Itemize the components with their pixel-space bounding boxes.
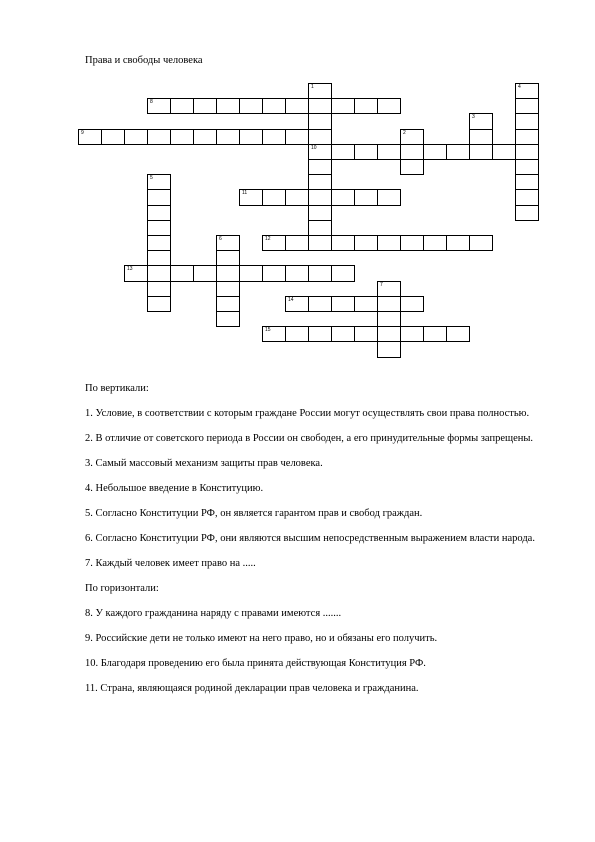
crossword-cell[interactable]: [285, 235, 309, 251]
crossword-cell[interactable]: [308, 189, 332, 205]
page-title: Права и свободы человека: [85, 55, 203, 66]
clue-number: 5: [150, 175, 153, 182]
crossword-cell[interactable]: [216, 235, 240, 251]
down-clue-1: 1. Условие, в соответствии с которым граждане России могут осуществлять свои права полностью.: [85, 408, 530, 419]
crossword-cell[interactable]: [216, 129, 240, 145]
crossword-cell[interactable]: [308, 220, 332, 236]
crossword-cell[interactable]: [446, 144, 470, 160]
crossword-cell[interactable]: [469, 144, 493, 160]
crossword-cell[interactable]: [124, 129, 148, 145]
down-clue-4: 4. Небольшое введение в Конституцию.: [85, 483, 264, 494]
crossword-cell[interactable]: [354, 144, 378, 160]
crossword-cell[interactable]: [469, 235, 493, 251]
crossword-cell[interactable]: [124, 265, 148, 281]
crossword-cell[interactable]: [262, 98, 286, 114]
crossword-cell[interactable]: [515, 129, 539, 145]
crossword-cell[interactable]: [285, 129, 309, 145]
crossword-cell[interactable]: [101, 129, 125, 145]
crossword-cell[interactable]: [308, 98, 332, 114]
crossword-cell[interactable]: [377, 144, 401, 160]
crossword-cell[interactable]: [331, 98, 355, 114]
crossword-cell[interactable]: [331, 235, 355, 251]
crossword-cell[interactable]: [400, 129, 424, 145]
clue-number: 11: [242, 190, 248, 197]
clue-number: 6: [219, 236, 222, 242]
crossword-cell[interactable]: [377, 341, 401, 357]
crossword-cell[interactable]: [78, 129, 102, 145]
clue-number: 10: [311, 144, 317, 151]
crossword-cell[interactable]: [308, 113, 332, 129]
crossword-cell[interactable]: [193, 265, 217, 281]
crossword-cell[interactable]: [400, 159, 424, 175]
crossword-grid[interactable]: [0, 0, 595, 370]
down-clue-2: 2. В отличие от советского периода в России он свободен, а его принудительные формы запрещены.: [85, 433, 534, 444]
crossword-cell[interactable]: [377, 98, 401, 114]
clue-number: 7: [380, 281, 383, 288]
crossword-cell[interactable]: [170, 265, 194, 281]
crossword-cell[interactable]: [262, 235, 286, 251]
clue-number: 12: [265, 236, 271, 242]
crossword-cell[interactable]: [147, 265, 171, 281]
crossword-cell[interactable]: [400, 144, 424, 160]
crossword-cell[interactable]: [147, 129, 171, 145]
crossword-cell[interactable]: [262, 189, 286, 205]
crossword-cell[interactable]: [285, 326, 309, 342]
clue-number: 1: [311, 84, 314, 90]
crossword-cell[interactable]: [308, 83, 332, 99]
crossword-cell[interactable]: [423, 235, 447, 251]
crossword-cell[interactable]: [354, 235, 378, 251]
crossword-cell[interactable]: [308, 235, 332, 251]
across-clue-9: 9. Российские дети не только имеют на него право, но и обязаны его получить.: [85, 633, 438, 644]
crossword-cell[interactable]: [423, 326, 447, 342]
crossword-cell[interactable]: [308, 159, 332, 175]
down-clues-header: По вертикали:: [85, 383, 149, 394]
down-clue-6: 6. Согласно Конституции РФ, они являются высшим непосредственным выражением власти народа.: [85, 533, 535, 544]
crossword-cell[interactable]: [170, 129, 194, 145]
crossword-cell[interactable]: [216, 98, 240, 114]
crossword-cell[interactable]: [377, 296, 401, 312]
crossword-cell[interactable]: [377, 311, 401, 327]
crossword-cell[interactable]: [216, 296, 240, 312]
crossword-cell[interactable]: [446, 235, 470, 251]
crossword-cell[interactable]: [239, 98, 263, 114]
crossword-cell[interactable]: [216, 250, 240, 266]
crossword-cell[interactable]: [515, 144, 539, 160]
crossword-cell[interactable]: [216, 281, 240, 297]
crossword-cell[interactable]: [331, 189, 355, 205]
crossword-cell[interactable]: [515, 83, 539, 99]
crossword-cell[interactable]: [308, 205, 332, 221]
clue-number: 2: [403, 129, 406, 136]
crossword-cell[interactable]: [308, 296, 332, 312]
crossword-cell[interactable]: [446, 326, 470, 342]
crossword-cell[interactable]: [469, 129, 493, 145]
crossword-cell[interactable]: [515, 159, 539, 175]
crossword-cell[interactable]: [354, 296, 378, 312]
crossword-cell[interactable]: [147, 281, 171, 297]
crossword-cell[interactable]: [515, 189, 539, 205]
clue-number: 4: [518, 84, 521, 90]
crossword-cell[interactable]: [147, 220, 171, 236]
crossword-cell[interactable]: [147, 235, 171, 251]
down-clue-3: 3. Самый массовый механизм защиты прав человека.: [85, 458, 323, 469]
crossword-cell[interactable]: [285, 98, 309, 114]
crossword-cell[interactable]: [469, 113, 493, 129]
crossword-cell[interactable]: [239, 129, 263, 145]
crossword-cell[interactable]: [377, 326, 401, 342]
crossword-cell[interactable]: [239, 265, 263, 281]
crossword-cell[interactable]: [400, 296, 424, 312]
crossword-cell[interactable]: [377, 235, 401, 251]
across-clues-header: По горизонтали:: [85, 583, 159, 594]
clue-number: 8: [150, 99, 153, 106]
crossword-cell[interactable]: [239, 189, 263, 205]
crossword-cell[interactable]: [331, 326, 355, 342]
crossword-cell[interactable]: [216, 311, 240, 327]
crossword-cell[interactable]: [147, 98, 171, 114]
across-clue-8: 8. У каждого гражданина наряду с правами имеются .......: [85, 608, 342, 619]
crossword-cell[interactable]: [377, 189, 401, 205]
clue-number: 3: [472, 114, 475, 121]
crossword-cell[interactable]: [262, 265, 286, 281]
crossword-cell[interactable]: [308, 129, 332, 145]
crossword-cell[interactable]: [331, 296, 355, 312]
crossword-cell[interactable]: [515, 174, 539, 190]
clue-number: 14: [288, 296, 294, 303]
crossword-cell[interactable]: [285, 265, 309, 281]
crossword-cell[interactable]: [193, 129, 217, 145]
crossword-cell[interactable]: [331, 265, 355, 281]
crossword-cell[interactable]: [331, 144, 355, 160]
crossword-cell[interactable]: [400, 235, 424, 251]
crossword-cell[interactable]: [216, 265, 240, 281]
crossword-cell[interactable]: [308, 265, 332, 281]
down-clue-5: 5. Согласно Конституции РФ, он является гарантом прав и свобод граждан.: [85, 508, 423, 519]
crossword-cell[interactable]: [423, 144, 447, 160]
down-clue-7: 7. Каждый человек имеет право на .....: [85, 558, 256, 569]
crossword-cell[interactable]: [147, 174, 171, 190]
across-clue-11: 11. Страна, являющаяся родиной декларации прав человека и гражданина.: [85, 683, 419, 694]
crossword-cell[interactable]: [285, 189, 309, 205]
crossword-cell[interactable]: [354, 326, 378, 342]
clue-number: 15: [265, 327, 271, 334]
crossword-cell[interactable]: [285, 296, 309, 312]
crossword-cell[interactable]: [354, 98, 378, 114]
crossword-cell[interactable]: [492, 144, 516, 160]
crossword-cell[interactable]: [262, 326, 286, 342]
crossword-cell[interactable]: [515, 205, 539, 221]
crossword-cell[interactable]: [147, 205, 171, 221]
crossword-cell[interactable]: [147, 296, 171, 312]
clue-number: 13: [127, 266, 133, 273]
crossword-cell[interactable]: [515, 98, 539, 114]
crossword-cell[interactable]: [377, 281, 401, 297]
crossword-cell[interactable]: [193, 98, 217, 114]
crossword-cell[interactable]: [308, 144, 332, 160]
crossword-cell[interactable]: [400, 326, 424, 342]
crossword-cell[interactable]: [147, 250, 171, 266]
across-clue-10: 10. Благодаря проведению его была принята действующая Конституция РФ.: [85, 658, 426, 669]
crossword-cell[interactable]: [262, 129, 286, 145]
clue-number: 9: [81, 129, 84, 136]
crossword-cell[interactable]: [170, 98, 194, 114]
crossword-cell[interactable]: [354, 189, 378, 205]
crossword-cell[interactable]: [308, 326, 332, 342]
clues-section: [85, 380, 535, 705]
crossword-cell[interactable]: [308, 174, 332, 190]
crossword-cell[interactable]: [147, 189, 171, 205]
crossword-cell[interactable]: [515, 113, 539, 129]
